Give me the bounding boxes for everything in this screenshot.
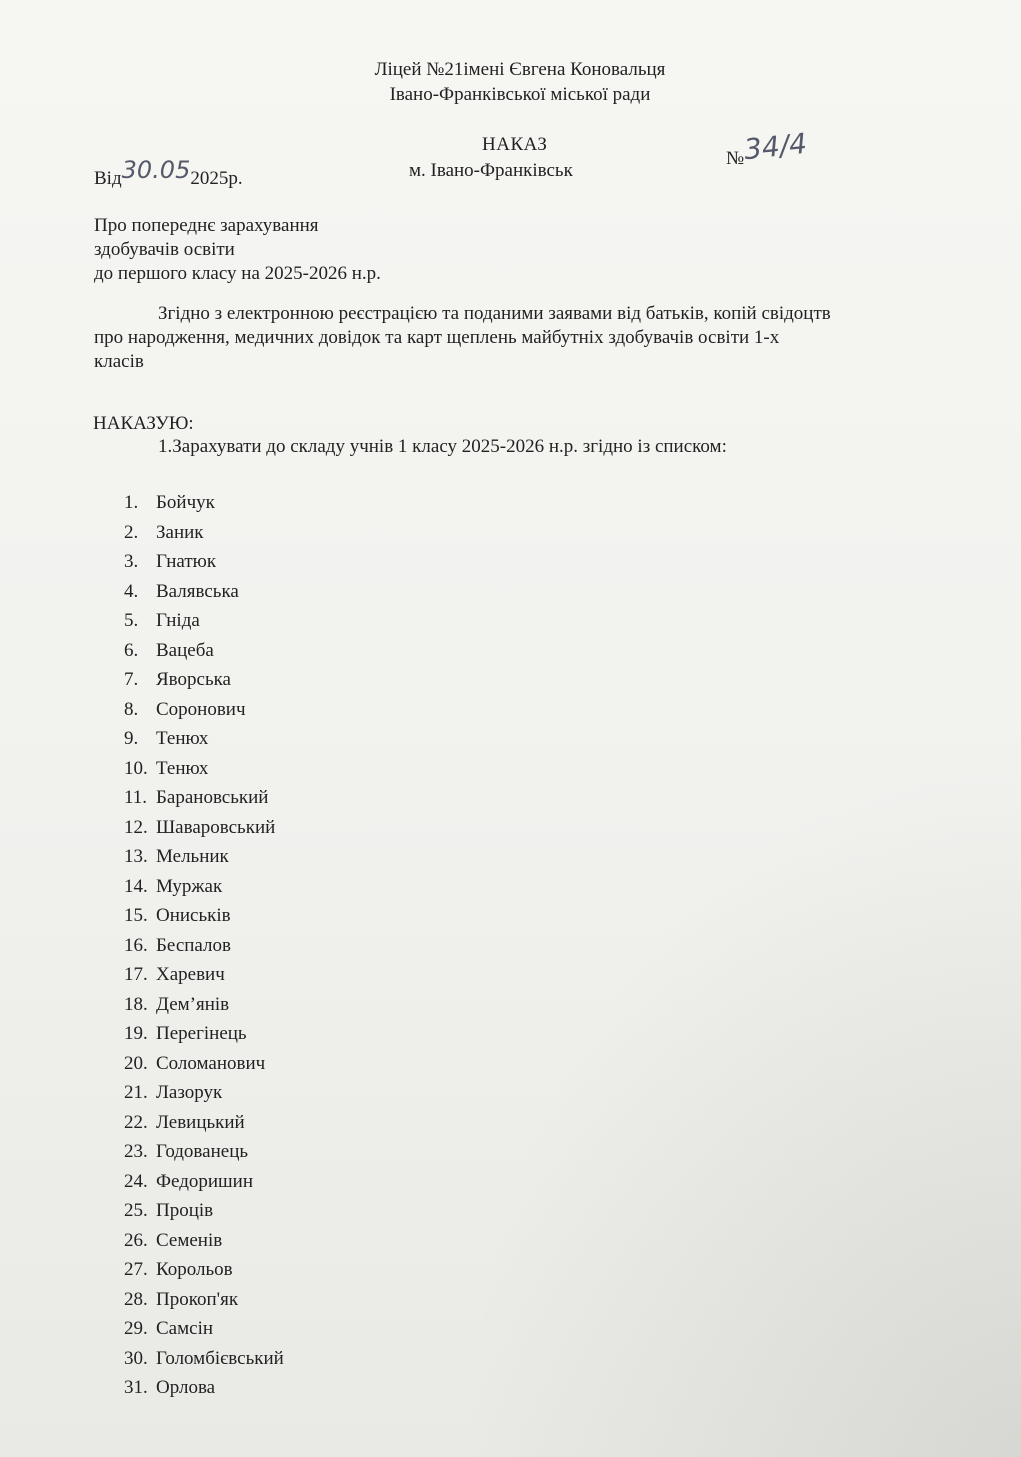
order-point-1: 1.Зарахувати до складу учнів 1 класу 2025-2026 н.р. згідно із списком: [158,436,727,457]
list-item [124,842,284,872]
list-item-number: 11. [124,787,148,808]
list-item-number: 12. [124,816,148,838]
order-command: НАКАЗУЮ: [93,413,194,434]
student-surname: Соронович [156,698,246,720]
list-item-number: 5. [124,610,139,631]
subject-line: до першого класу на 2025-2026 н.р. [94,263,381,284]
list-item-number: 15. [124,905,148,926]
student-surname: Корольов [156,1259,233,1280]
student-surname: Лазорук [156,1082,223,1103]
list-item [124,901,284,931]
list-item [124,488,284,518]
student-surname: Дем’янів [156,993,230,1015]
list-item [124,1137,284,1167]
subject-line: здобувачів освіти [94,239,235,260]
date-handwritten: 30.05 [121,156,191,184]
list-item-number: 28. [124,1288,148,1310]
list-item-number: 29. [124,1318,148,1339]
list-item-number: 30. [124,1347,148,1369]
student-surname: Левицький [156,1111,245,1133]
list-item [124,1167,284,1197]
list-item-number: 14. [124,875,148,897]
order-subject [94,214,381,286]
student-surname: Вацеба [156,639,214,661]
list-item [124,1255,284,1285]
list-item [124,872,284,902]
number-handwritten: 34/4 [742,126,809,167]
institution-name: Ліцей №21імені Євгена Коновальця [374,59,666,80]
list-item [124,1314,284,1344]
preamble-line: Згідно з електронною реєстрацією та поданими заявами від батьків, копій свідоцтв [158,303,831,324]
list-item-number: 22. [124,1111,148,1133]
list-item-number: 18. [124,993,148,1015]
student-surname: Федоришин [156,1170,253,1192]
list-item [124,960,284,990]
list-item [124,1019,284,1049]
student-surname: Гнатюк [156,551,217,572]
order-city: м. Івано-Франківськ [409,160,573,181]
list-item [124,1108,284,1138]
list-item [124,606,284,636]
list-item [124,1373,284,1403]
student-surname: Гніда [156,610,200,631]
list-item-number: 16. [124,934,148,956]
order-number [726,126,809,171]
order-date [94,156,243,190]
student-surname: Тенюх [156,757,209,779]
list-item [124,636,284,666]
student-surname: Шаваровський [156,816,276,838]
list-item-number: 7. [124,669,139,690]
list-item [124,577,284,607]
student-surname: Заник [156,521,204,543]
list-item [124,783,284,813]
list-item [124,1344,284,1374]
list-item-number: 27. [124,1259,148,1280]
list-item [124,724,284,754]
list-item-number: 3. [124,551,139,572]
list-item [124,754,284,784]
paper-shadow [461,757,1021,1457]
list-item-number: 9. [124,728,139,749]
list-item-number: 24. [124,1170,148,1192]
list-item-number: 2. [124,521,139,543]
student-surname: Валявська [156,580,239,602]
list-item-number: 1. [124,492,139,513]
student-surname: Бойчук [156,492,215,513]
student-surname: Ониськів [156,905,231,926]
list-item [124,518,284,548]
student-surname: Барановський [156,787,269,808]
preamble-line: класів [94,351,144,372]
student-surname: Перегінець [156,1023,247,1044]
student-surname: Годованець [156,1141,249,1162]
student-surname: Муржак [156,875,223,897]
student-surname: Тенюх [156,728,209,749]
student-surname: Семенів [156,1229,223,1251]
subject-line: Про попереднє зарахування [94,215,319,236]
student-surname: Голомбієвський [156,1347,284,1369]
student-surname: Беспалов [156,934,231,956]
student-surname: Самсін [156,1318,214,1339]
list-item-number: 13. [124,846,148,867]
list-item-number: 26. [124,1229,148,1251]
number-prefix: № [726,148,745,169]
list-item-number: 19. [124,1023,148,1044]
list-item [124,547,284,577]
institution-header [0,57,1021,107]
list-item [124,665,284,695]
order-preamble [94,302,964,374]
list-item [124,1226,284,1256]
list-item-number: 8. [124,698,139,720]
date-prefix: Від [94,168,122,189]
order-title: НАКАЗ [482,134,548,155]
student-surname: Мельник [156,846,229,867]
list-item-number: 31. [124,1377,148,1398]
student-surname: Харевич [156,964,225,985]
student-surname: Соломанович [156,1052,266,1074]
preamble-line: про народження, медичних довідок та карт щеплень майбутніх здобувачів освіти 1-х [94,327,780,348]
list-item [124,695,284,725]
list-item [124,1285,284,1315]
list-item-number: 6. [124,639,139,661]
list-item-number: 17. [124,964,148,985]
student-list [124,488,284,1403]
list-item-number: 23. [124,1141,148,1162]
list-item-number: 20. [124,1052,148,1074]
institution-council: Івано-Франківської міської ради [389,84,651,105]
student-surname: Прокоп'як [156,1288,239,1310]
list-item [124,931,284,961]
list-item-number: 10. [124,757,148,779]
student-surname: Яворська [156,669,231,690]
student-surname: Орлова [156,1377,216,1398]
list-item-number: 21. [124,1082,148,1103]
student-surname: Проців [156,1200,214,1221]
list-item [124,990,284,1020]
date-suffix: 2025р. [190,168,243,189]
list-item [124,813,284,843]
list-item-number: 4. [124,580,139,602]
list-item [124,1196,284,1226]
list-item-number: 25. [124,1200,148,1221]
list-item [124,1049,284,1079]
list-item [124,1078,284,1108]
